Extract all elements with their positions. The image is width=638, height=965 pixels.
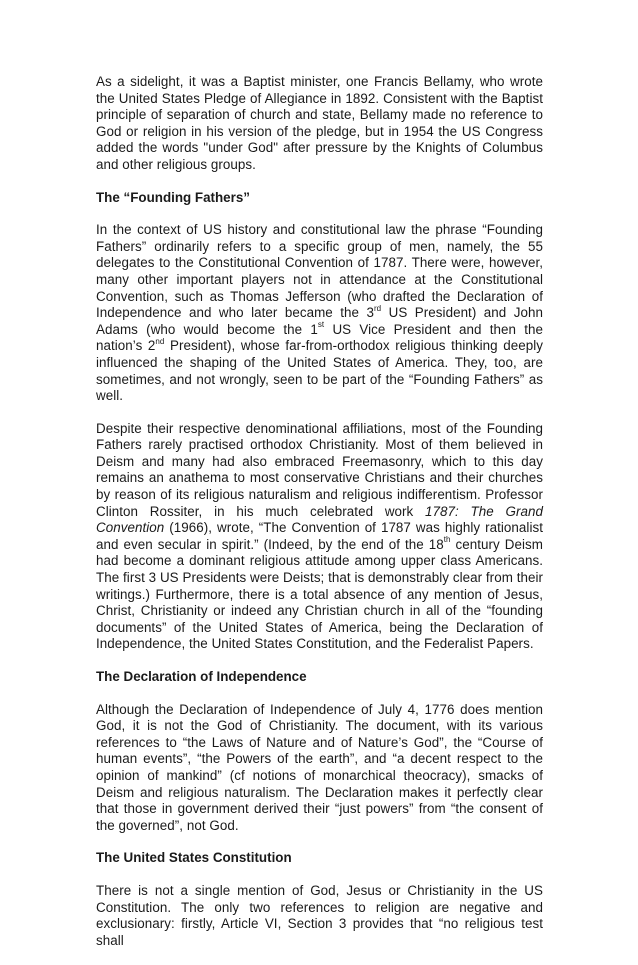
paragraph-deism: Despite their respective denominational affiliations, most of the Founding Fathers rarely practised orthodox Christianity. Most of them believed in Deism and many had also embraced Freemasonry, which to this day remains an anathema to most conservative Christians and their churches by reason of its religious naturalism and religious indifferentism. Professor Clinton Rossiter, in his much celebrated work 1787: The Grand Convention (1966), wrote, “The Convention of 1787 was highly rationalist and even secular in spirit.” (Indeed, by the end of the 18th century Deism had become a dominant religious attitude among upper class Americans. The first 3 US Presidents were Deists; that is demonstrably clear from their writings.) Furthermore, there is a total absence of any mention of Jesus, Christ, Christianity or indeed any Christian church in all of the “founding documents” of the United States of America, being the Declaration of Independence, the United States Constitution, and the Federalist Papers. [96, 420, 543, 652]
book-title: 1787: The Grand Convention [96, 503, 543, 536]
heading-founding-fathers: The “Founding Fathers” [96, 189, 250, 205]
paragraph-bellamy: As a sidelight, it was a Baptist minister, one Francis Bellamy, who wrote the United States Pledge of Allegiance in 1892. Consistent with the Baptist principle of separation of church and state, Bellamy made no reference to God or religion in his version of the pledge, but in 1954 the US Congress added the words "under God" after pressure by the Knights of Columbus and other religious groups. [96, 74, 543, 172]
paragraph-founding-fathers: In the context of US history and constitutional law the phrase “Founding Fathers” ordinarily refers to a specific group of men, namely, the 55 delegates to the Constitutional Convention of 1787. There were, however, many other important players not in attendance at the Constitutional Convention, such as Thomas Jefferson (who drafted the Declaration of Independence and who later became the 3rd US President) and John Adams (who would become the 1st US Vice President and then the nation’s 2nd President), whose far-from-orthodox religious thinking deeply influenced the shaping of the United States of America. They, too, are sometimes, and not wrongly, seen to be part of the “Founding Fathers” as well. [96, 222, 543, 404]
paragraph-declaration: Although the Declaration of Independence of July 4, 1776 does mention God, it is not the God of Christianity. The document, with its various references to “the Laws of Nature and of Nature’s God”, the “Course of human events”, “the Powers of the earth”, and “a decent respect to the opinion of mankind” (cf notions of monarchical theocracy), smacks of Deism and religious naturalism. The Declaration makes it perfectly clear that those in government derived their “just powers” from “the consent of the governed”, not God. [96, 701, 543, 833]
heading-constitution: The United States Constitution [96, 850, 292, 866]
heading-declaration: The Declaration of Independence [96, 669, 307, 684]
paragraph-constitution: There is not a single mention of God, Jesus or Christianity in the US Constitution. The only two references to religion are negative and exclusionary: firstly, Article VI, Section 3 provides that “no religious test shall [96, 882, 543, 948]
document-page [96, 74, 543, 965]
